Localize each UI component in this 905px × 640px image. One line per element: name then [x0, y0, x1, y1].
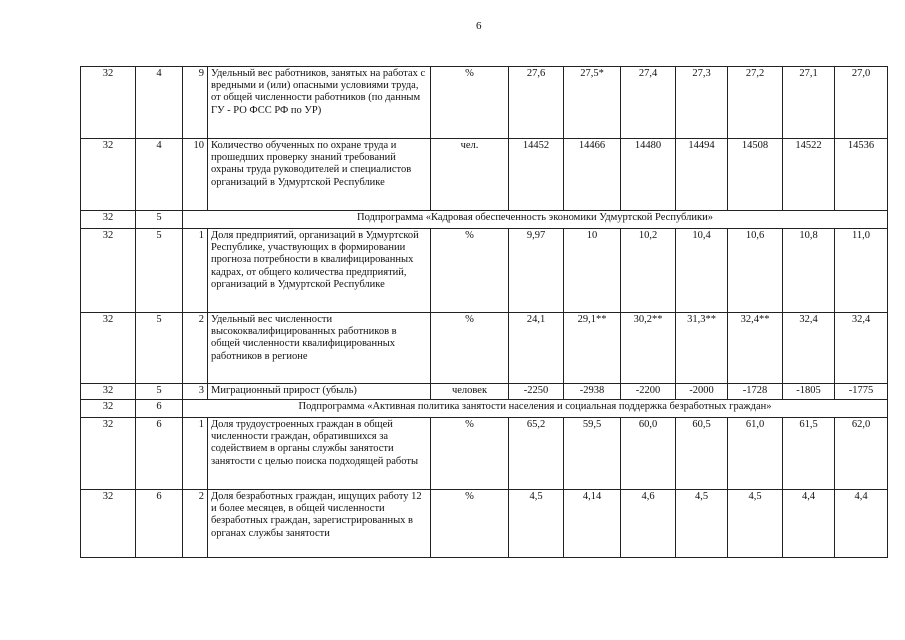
code-a: 32 [81, 418, 136, 490]
value-cell: 27,4 [621, 67, 676, 139]
code-a: 32 [81, 313, 136, 384]
page-number: 6 [476, 20, 482, 32]
value-cell: 14494 [676, 139, 728, 211]
value-cell: 27,1 [783, 67, 835, 139]
unit: % [431, 67, 509, 139]
value-cell: 4,4 [783, 490, 835, 558]
unit: % [431, 229, 509, 313]
value-cell: -1728 [728, 384, 783, 400]
value-cell: 4,14 [564, 490, 621, 558]
indicator-name: Удельный вес численности высококвалифицированных работников в общей численности квалифицированных работников в регионе [208, 313, 431, 384]
indicator-name: Доля трудоустроенных граждан в общей численности граждан, обратившихся за содействием в органы службы занятости занятости с целью поиска подходящей работы [208, 418, 431, 490]
value-cell: 61,5 [783, 418, 835, 490]
indicator-name: Миграционный прирост (убыль) [208, 384, 431, 400]
value-cell: 14480 [621, 139, 676, 211]
value-cell: 10,6 [728, 229, 783, 313]
subprogram-row [81, 211, 888, 229]
value-cell: 65,2 [509, 418, 564, 490]
value-cell: -1775 [835, 384, 888, 400]
subprogram-title: Подпрограмма «Активная политика занятости населения и социальная поддержка безработных граждан» [183, 400, 888, 418]
value-cell: 4,5 [728, 490, 783, 558]
value-cell: 32,4 [835, 313, 888, 384]
code-b: 4 [136, 67, 183, 139]
indicator-name: Доля предприятий, организаций в Удмуртской Республике, участвующих в формировании прогноза потребности в квалифицированных кадрах, от общего количества предприятий, организаций в Удмуртской Республике [208, 229, 431, 313]
table-row [81, 67, 888, 139]
value-cell: 31,3** [676, 313, 728, 384]
table-row [81, 229, 888, 313]
value-cell: 4,4 [835, 490, 888, 558]
code-b: 5 [136, 229, 183, 313]
table-row [81, 490, 888, 558]
value-cell: 10,4 [676, 229, 728, 313]
value-cell: 14522 [783, 139, 835, 211]
code-b: 6 [136, 490, 183, 558]
code-c: 1 [183, 229, 208, 313]
table-row [81, 313, 888, 384]
indicators-table [80, 66, 888, 558]
subprogram-row [81, 400, 888, 418]
value-cell: 27,3 [676, 67, 728, 139]
value-cell: -2000 [676, 384, 728, 400]
table-row [81, 139, 888, 211]
unit: человек [431, 384, 509, 400]
code-a: 32 [81, 139, 136, 211]
indicator-name: Доля безработных граждан, ищущих работу 12 и более месяцев, в общей численности безработных граждан, зарегистрированных в органах службы занятости [208, 490, 431, 558]
value-cell: 27,0 [835, 67, 888, 139]
code-a: 32 [81, 490, 136, 558]
value-cell: 10,8 [783, 229, 835, 313]
value-cell: 24,1 [509, 313, 564, 384]
code-c: 9 [183, 67, 208, 139]
code-a: 32 [81, 67, 136, 139]
value-cell: 32,4 [783, 313, 835, 384]
value-cell: 27,2 [728, 67, 783, 139]
code-b: 6 [136, 400, 183, 418]
value-cell: 14452 [509, 139, 564, 211]
value-cell: -2938 [564, 384, 621, 400]
code-b: 5 [136, 211, 183, 229]
value-cell: 61,0 [728, 418, 783, 490]
unit: % [431, 313, 509, 384]
code-b: 6 [136, 418, 183, 490]
value-cell: 62,0 [835, 418, 888, 490]
value-cell: 10 [564, 229, 621, 313]
value-cell: -2200 [621, 384, 676, 400]
code-c: 3 [183, 384, 208, 400]
code-b: 5 [136, 313, 183, 384]
value-cell: 27,6 [509, 67, 564, 139]
unit: % [431, 418, 509, 490]
code-a: 32 [81, 211, 136, 229]
table-row [81, 384, 888, 400]
value-cell: 60,0 [621, 418, 676, 490]
value-cell: 29,1** [564, 313, 621, 384]
value-cell: 32,4** [728, 313, 783, 384]
code-a: 32 [81, 384, 136, 400]
value-cell: 4,5 [509, 490, 564, 558]
code-b: 4 [136, 139, 183, 211]
indicator-name: Удельный вес работников, занятых на работах с вредными и (или) опасными условиями труда, от общей численности работников (по данным ГУ - РО ФСС РФ по УР) [208, 67, 431, 139]
unit: чел. [431, 139, 509, 211]
table-row [81, 418, 888, 490]
code-c: 2 [183, 490, 208, 558]
value-cell: 14508 [728, 139, 783, 211]
code-b: 5 [136, 384, 183, 400]
value-cell: 27,5* [564, 67, 621, 139]
value-cell: 4,6 [621, 490, 676, 558]
value-cell: 14536 [835, 139, 888, 211]
code-c: 10 [183, 139, 208, 211]
subprogram-title: Подпрограмма «Кадровая обеспеченность экономики Удмуртской Республики» [183, 211, 888, 229]
value-cell: 10,2 [621, 229, 676, 313]
value-cell: 14466 [564, 139, 621, 211]
value-cell: -2250 [509, 384, 564, 400]
value-cell: 4,5 [676, 490, 728, 558]
code-c: 1 [183, 418, 208, 490]
value-cell: 11,0 [835, 229, 888, 313]
unit: % [431, 490, 509, 558]
value-cell: 9,97 [509, 229, 564, 313]
code-c: 2 [183, 313, 208, 384]
value-cell: 60,5 [676, 418, 728, 490]
code-a: 32 [81, 400, 136, 418]
code-a: 32 [81, 229, 136, 313]
value-cell: -1805 [783, 384, 835, 400]
value-cell: 30,2** [621, 313, 676, 384]
value-cell: 59,5 [564, 418, 621, 490]
indicator-name: Количество обученных по охране труда и прошедших проверку знаний требований охраны труда руководителей и специалистов организаций в Удмуртской Республике [208, 139, 431, 211]
